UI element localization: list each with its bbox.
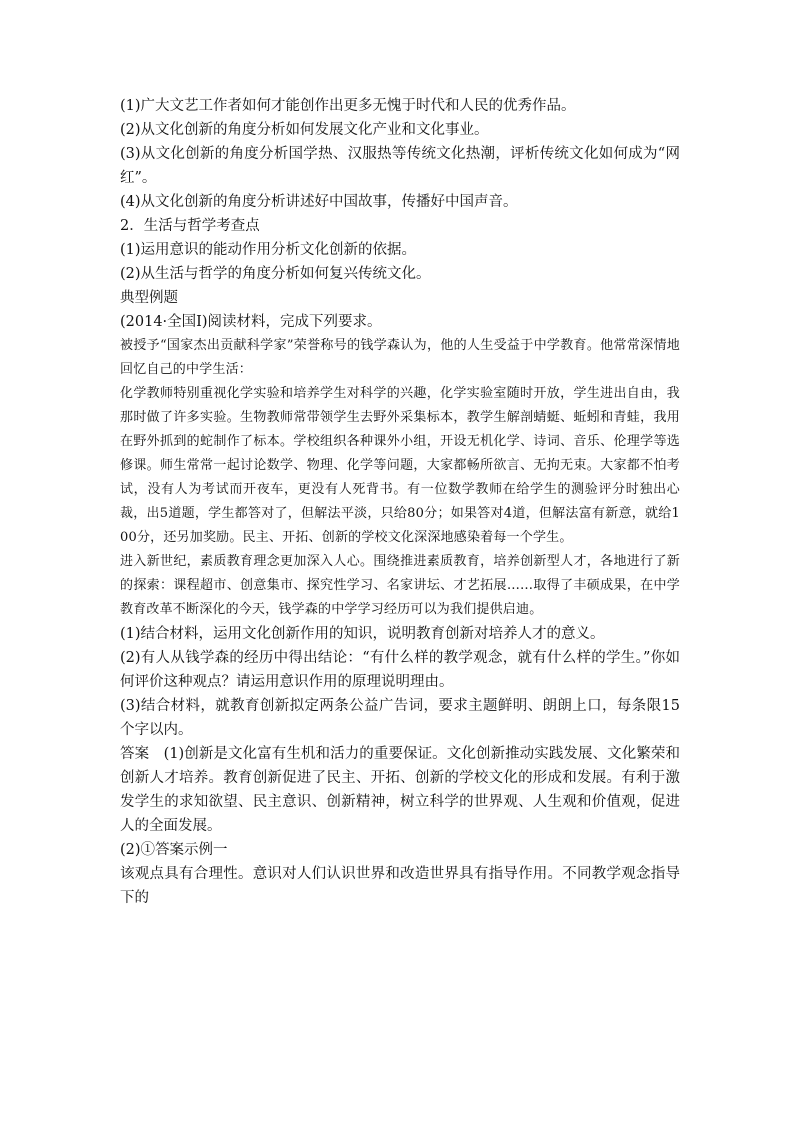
question-4: (4)从文化创新的角度分析讲述好中国故事，传播好中国声音。 bbox=[120, 194, 518, 210]
example-title: 典型例题 bbox=[120, 290, 178, 306]
answer-paragraph-1 bbox=[120, 742, 680, 838]
point-2: (2)从生活与哲学的角度分析如何复兴传统文化。 bbox=[120, 266, 431, 282]
exam-source: (2014·全国Ⅰ)阅读材料，完成下列要求。 bbox=[120, 314, 382, 330]
material-paragraph-3: 进入新世纪，素质教育理念更加深入人心。围绕推进素质教育，培养创新型人才，各地进行了新的探索：课程超市、创意集市、探究性学习、名家讲坛、才艺拓展……取得了丰硕成果，在中学教育改革不断深化的今天，钱学森的中学学习经历可以为我们提供启迪。 bbox=[120, 554, 680, 617]
answer-2-body: 该观点具有合理性。意识对人们认识世界和改造世界具有指导作用。不同教学观念指导下的 bbox=[120, 866, 680, 906]
requirement-1: (1)结合材料，运用文化创新作用的知识，说明教育创新对培养人才的意义。 bbox=[120, 626, 605, 642]
requirement-2: (2)有人从钱学森的经历中得出结论：“有什么样的教学观念，就有什么样的学生。”你如何评价这种观点？请运用意识作用的原理说明理由。 bbox=[120, 650, 680, 690]
question-1: (1)广大文艺工作者如何才能创作出更多无愧于时代和人民的优秀作品。 bbox=[120, 98, 576, 114]
document-page bbox=[120, 94, 680, 910]
answer-1-text: (1)创新是文化富有生机和活力的重要保证。文化创新推动实践发展、文化繁荣和创新人才培养。教育创新促进了民主、开拓、创新的学校文化的形成和发展。有利于激发学生的求知欲望、民主意识、创新精神，树立科学的世界观、人生观和价值观，促进人的全面发展。 bbox=[120, 746, 680, 834]
answer-label: 答案 bbox=[120, 746, 150, 762]
point-1: (1)运用意识的能动作用分析文化创新的依据。 bbox=[120, 242, 417, 258]
answer-2-heading: (2)①答案示例一 bbox=[120, 842, 228, 858]
question-3: (3)从文化创新的角度分析国学热、汉服热等传统文化热潮，评析传统文化如何成为“网红”。 bbox=[120, 146, 680, 186]
material-paragraph-2: 化学教师特别重视化学实验和培养学生对科学的兴趣，化学实验室随时开放，学生进出自由，我那时做了许多实验。生物教师常带领学生去野外采集标本，教学生解剖蜻蜓、蚯蚓和青蛙，我用在野外抓到的蛇制作了标本。学校组织各种课外小组，开设无机化学、诗词、音乐、伦理学等选修课。师生常常一起讨论数学、物理、化学等问题，大家都畅所欲言、无拘无束。大家都不怕考试，没有人为考试而开夜车，更没有人死背书。有一位数学教师在给学生的测验评分时独出心裁，出5道题，学生都答对了，但解法平淡，只给80分；如果答对4道，但解法富有新意，就给100分，还另加奖励。民主、开拓、创新的学校文化深深地感染着每一个学生。 bbox=[120, 386, 680, 545]
material-paragraph-1: 被授予“国家杰出贡献科学家”荣誉称号的钱学森认为，他的人生受益于中学教育。他常常深情地回忆自己的中学生活： bbox=[120, 338, 680, 377]
requirement-3: (3)结合材料，就教育创新拟定两条公益广告词，要求主题鲜明、朗朗上口，每条限15个字以内。 bbox=[120, 698, 680, 738]
section-heading: 2．生活与哲学考查点 bbox=[120, 218, 260, 234]
question-2: (2)从文化创新的角度分析如何发展文化产业和文化事业。 bbox=[120, 122, 489, 138]
